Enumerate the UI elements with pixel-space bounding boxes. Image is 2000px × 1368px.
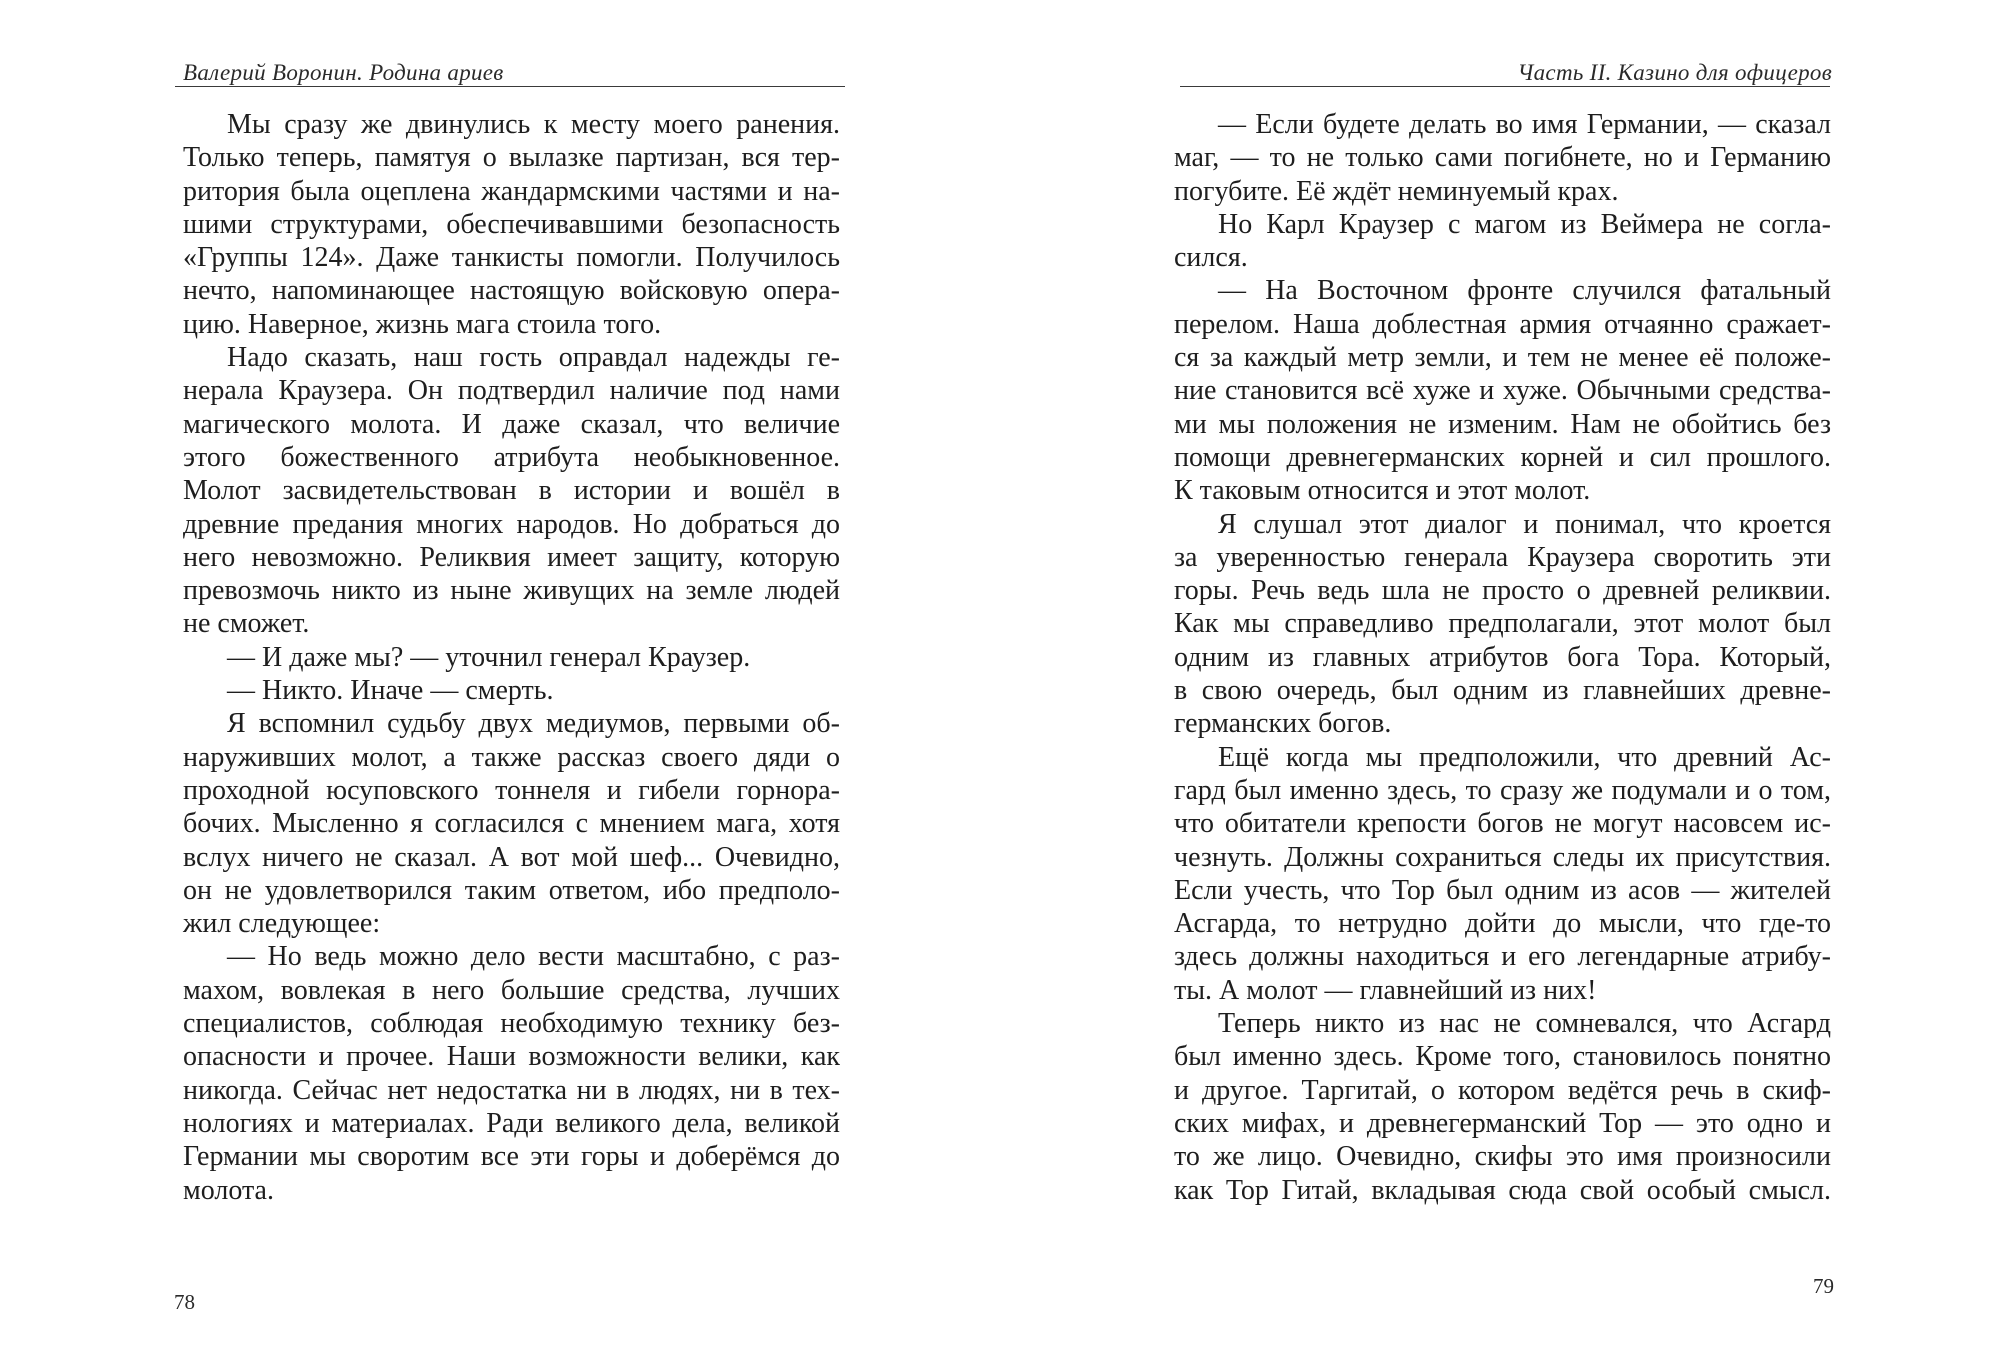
- text-line: чезнуть. Должны сохраниться следы их присутствия.: [1174, 841, 1831, 873]
- text-line: ние становится всё хуже и хуже. Обычными средства-: [1174, 375, 1831, 407]
- text-line: никогда. Сейчас нет недостатка ни в людях, ни в тех-: [183, 1074, 840, 1106]
- text-line: наруживших молот, а также рассказ своего дяди о: [183, 741, 840, 773]
- text-line: Надо сказать, наш гость оправдал надежды ге-: [227, 342, 840, 374]
- text-line: шими структурами, обеспечивавшими безопасность: [183, 208, 840, 240]
- text-line: вслух ничего не сказал. А вот мой шеф... Очевидно,: [183, 841, 840, 873]
- text-line: и другое. Таргитай, о котором ведётся речь в скиф-: [1174, 1074, 1831, 1106]
- text-line: Молот засвидетельствован в истории и вошёл в: [183, 475, 840, 507]
- page-number: 78: [174, 1290, 195, 1314]
- text-line: что обитатели крепости богов не могут насовсем ис-: [1174, 808, 1831, 840]
- text-line: сился.: [1174, 242, 1248, 274]
- text-line: ся за каждый метр земли, и тем не менее её положе-: [1174, 342, 1831, 374]
- text-line: К таковым относится и этот молот.: [1174, 475, 1591, 507]
- text-line: «Группы 124». Даже танкисты помогли. Получилось: [183, 242, 840, 274]
- text-line: ских мифах, и древнегерманский Тор — это одно и: [1174, 1107, 1831, 1139]
- text-line: жил следующее:: [183, 908, 381, 940]
- text-line: германских богов.: [1174, 708, 1392, 740]
- text-line: здесь должны находиться и его легендарные атрибу-: [1174, 941, 1831, 973]
- text-line: — Но ведь можно дело вести масштабно, с раз-: [227, 941, 840, 973]
- text-line: молота.: [183, 1174, 274, 1206]
- text-line: Как мы справедливо предполагали, этот молот был: [1174, 608, 1831, 640]
- text-line: цию. Наверное, жизнь мага стоила того.: [183, 308, 662, 340]
- text-line: Но Карл Краузер с магом из Веймера не согла-: [1218, 208, 1831, 240]
- text-line: он не удовлетворился таким ответом, ибо предполо-: [183, 874, 840, 906]
- text-line: — И даже мы? — уточнил генерал Краузер.: [227, 641, 751, 673]
- text-line: Если учесть, что Тор был одним из асов — жителей: [1174, 874, 1831, 906]
- right-page: [1000, 0, 2000, 1368]
- text-line: — Если будете делать во имя Германии, — сказал: [1218, 109, 1831, 140]
- text-line: перелом. Наша доблестная армия отчаянно сражает-: [1174, 308, 1831, 340]
- text-line: не сможет.: [183, 608, 310, 640]
- text-line: магического молота. И даже сказал, что величие: [183, 408, 840, 440]
- text-line: ты. А молот — главнейший из них!: [1174, 974, 1597, 1006]
- text-line: в свою очередь, был одним из главнейших древне-: [1174, 675, 1831, 707]
- text-line: ми мы положения не изменим. Нам не обойтись без: [1174, 408, 1831, 440]
- text-line: был именно здесь. Кроме того, становилось понятно: [1174, 1041, 1831, 1073]
- text-line: — На Восточном фронте случился фатальный: [1218, 275, 1831, 307]
- text-line: превозмочь никто из ныне живущих на земле людей: [183, 575, 840, 607]
- text-line: погубите. Её ждёт неминуемый крах.: [1174, 175, 1619, 207]
- text-line: опасности и прочее. Наши возможности велики, как: [183, 1041, 840, 1073]
- page-number: 79: [1813, 1274, 1834, 1298]
- text-line: этого божественного атрибута необыкновенное.: [183, 441, 840, 473]
- header-rule: [1180, 86, 1830, 87]
- running-head: Валерий Воронин. Родина ариев: [183, 60, 504, 85]
- text-line: горы. Речь ведь шла не просто о древней реликвии.: [1174, 575, 1831, 607]
- text-line: гард был именно здесь, то сразу же подумали и о том,: [1174, 774, 1831, 806]
- text-line: Мы сразу же двинулись к месту моего ранения.: [227, 109, 840, 140]
- text-line: ритория была оцеплена жандармскими частями и на-: [183, 175, 840, 207]
- text-line: Асгарда, то нетрудно дойти до мысли, что где-то: [1174, 908, 1831, 940]
- text-line: — Никто. Иначе — смерть.: [227, 675, 554, 707]
- text-line: нерала Краузера. Он подтвердил наличие под нами: [183, 375, 840, 407]
- text-line: Я вспомнил судьбу двух медиумов, первыми об-: [227, 708, 840, 740]
- text-line: как Тор Гитай, вкладывая сюда свой особый смысл.: [1174, 1174, 1831, 1206]
- text-line: Ещё когда мы предположили, что древний Ас-: [1218, 741, 1831, 773]
- text-line: Теперь никто из нас не сомневался, что Асгард: [1218, 1008, 1831, 1040]
- text-line: бочих. Мысленно я согласился с мнением мага, хотя: [183, 808, 840, 840]
- text-line: маг, — то не только сами погибнете, но и Германию: [1174, 142, 1831, 174]
- body-text: [183, 108, 840, 1207]
- text-line: нечто, напоминающее настоящую войсковую опера-: [183, 275, 840, 307]
- text-line: проходной юсуповского тоннеля и гибели горнора-: [183, 774, 840, 806]
- text-line: специалистов, соблюдая необходимую технику без-: [183, 1008, 840, 1040]
- text-line: него невозможно. Реликвия имеет защиту, которую: [183, 541, 840, 573]
- text-line: Я слушал этот диалог и понимал, что кроется: [1218, 508, 1831, 540]
- text-line: махом, вовлекая в него большие средства, лучших: [183, 974, 840, 1006]
- header-rule: [175, 86, 845, 87]
- body-text: [1174, 108, 1831, 1207]
- text-line: то же лицо. Очевидно, скифы это имя произносили: [1174, 1141, 1831, 1173]
- text-line: одним из главных атрибутов бога Тора. Который,: [1174, 641, 1831, 673]
- text-line: нологиях и материалах. Ради великого дела, великой: [183, 1107, 840, 1139]
- text-line: Только теперь, памятуя о вылазке партизан, вся тер-: [183, 142, 840, 174]
- text-line: помощи древнегерманских корней и сил прошлого.: [1174, 441, 1831, 473]
- text-line: за уверенностью генерала Краузера своротить эти: [1174, 541, 1831, 573]
- text-line: древние предания многих народов. Но добраться до: [183, 508, 840, 540]
- text-line: Германии мы своротим все эти горы и доберёмся до: [183, 1141, 840, 1173]
- running-head: Часть II. Казино для офицеров: [1517, 60, 1832, 85]
